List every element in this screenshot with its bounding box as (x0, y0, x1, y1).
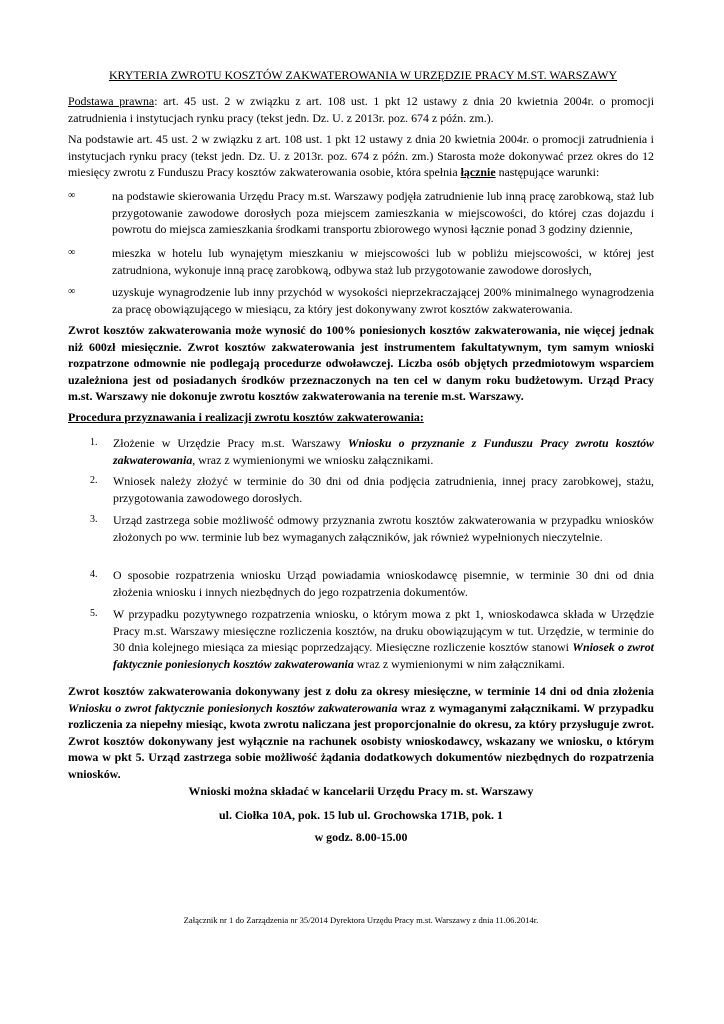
step-text (113, 606, 654, 672)
step-text-part: wraz z wymienionymi w nim załącznikami. (353, 656, 565, 671)
closing-paragraph (68, 683, 654, 783)
infinity-bullet-icon: ∞ (68, 190, 76, 201)
step-text: O sposobie rozpatrzenia wniosku Urząd powiadamia wnioskodawcę pisemnie, w terminie 30 dni od dnia złożenia wniosku i innych niezbędnych do jego rozpatrzenia dokumentów. (113, 568, 654, 599)
condition-text: na podstawie skierowania Urzędu Pracy m.st. Warszawy podjęła zatrudnienie lub inną pracę zarobkową, staż lub przygotowanie zawodowe dorosłych poza miejscem zamieszkania w miejscowości, do której czas dojazdu i powrotu do miejsca zamieszkania środkami transportu zbiorowego wynosi łącznie ponad 3 godziny dziennie, (112, 189, 654, 237)
step-number: 1. (90, 437, 98, 448)
legal-basis-paragraph (68, 93, 654, 126)
step-text-part: , wraz z wymienionymi we wniosku załącznikami. (192, 452, 434, 467)
step-form-name: Wniosku o przyznanie z Funduszu Pracy zwrotu kosztów zakwaterowania (113, 436, 654, 467)
intro-paragraph (68, 131, 654, 181)
closing-text-part: Zwrot kosztów zakwaterowania dokonywany jest z dołu za okresy miesięczne, w terminie 14 dni od dnia złożenia (68, 684, 654, 698)
legal-basis-label: Podstawa prawna (68, 94, 155, 108)
step-text: Wniosek należy złożyć w terminie do 30 dni od dnia podjęcia zatrudnienia, innej pracy zarobkowej, stażu, przygotowania zawodowego dorosłych. (113, 474, 654, 505)
step-text: Urząd zastrzega sobie możliwość odmowy przyznania zwrotu kosztów zakwaterowania w przypadku wniosków złożonych po ww. terminie lub bez wymaganych załączników, jak również wypełnionych nieczytelnie. (113, 513, 654, 544)
legal-basis-text: : art. 45 ust. 2 w związku z art. 108 ust. 1 pkt 12 ustawy z dnia 20 kwietnia 2004r. o promocji zatrudnienia i instytucjach rynku pracy (tekst jedn. Dz. U. z 2013r. poz. 674 z późn. zm.). (68, 94, 655, 125)
reimbursement-limits-paragraph: Zwrot kosztów zakwaterowania może wynosić do 100% poniesionych kosztów zakwaterowania, nie więcej jednak niż 600zł miesięcznie. Zwrot kosztów zakwaterowania jest instrumentem fakultatywnym, tym samym wnioski rozpatrzone odmownie nie podlegają procedurze odwoławczej. Liczba osób objętych przedmiotowym wsparciem uzależniona jest od posiadanych środków przeznaczonych na ten cel w danym roku budżetowym. Urząd Pracy m.st. Warszawy nie dokonuje zwrotu kosztów zakwaterowania na terenie m.st. Warszawy. (68, 323, 654, 404)
closing-text-part: wraz z wymaganymi załącznikami. W przypadku rozliczenia za niepełny miesiąc, kwota zwrotu naliczana jest proporcjonalnie do okresu, za który przysługuje zwrot. Zwrot kosztów dokonywany jest wyłącznie na rachunek osobisty wnioskodawcy, wskazany we wniosku, o którym mowa w pkt 5. Urząd zastrzega sobie możliwość żądania dodatkowych dokumentów niezbędnych do rozpatrzenia wniosków. (68, 700, 654, 781)
infinity-bullet-icon: ∞ (68, 286, 76, 297)
condition-text: uzyskuje wynagrodzenie lub inny przychód w wysokości nieprzekraczającej 200% minimalnego wynagrodzenia za pracę obowiązującego w miesiącu, za który jest dokonywany zwrot kosztów zakwaterowania. (112, 285, 654, 316)
step-number: 4. (90, 569, 98, 580)
procedure-heading: Procedura przyznawania i realizacji zwrotu kosztów zakwaterowania: (68, 410, 424, 424)
step-number: 2. (90, 475, 98, 486)
closing-form-name: Wniosku o zwrot faktycznie poniesionych kosztów zakwaterowania (68, 700, 398, 715)
document-title: KRYTERIA ZWROTU KOSZTÓW ZAKWATEROWANIA W URZĘDZIE PRACY M.ST. WARSZAWY (108, 68, 618, 82)
step-number: 3. (90, 514, 98, 525)
submission-office: Wnioski można składać w kancelarii Urzędu Pracy m. st. Warszawy (188, 784, 534, 798)
step-form-name: Wniosek o zwrot faktycznie poniesionych kosztów zakwaterowania (113, 640, 654, 671)
footer-annex-note: Załącznik nr 1 do Zarządzenia nr 35/2014 Dyrektora Urzędu Pracy m.st. Warszawy z dnia 11.06.2014r. (183, 915, 539, 925)
infinity-bullet-icon: ∞ (68, 247, 76, 258)
step-number: 5. (90, 608, 98, 619)
submission-address: ul. Ciołka 10A, pok. 15 lub ul. Grochowska 171B, pok. 1 (219, 808, 503, 822)
step-text-part: Złożenie w Urzędzie Pracy m.st. Warszawy (113, 436, 348, 450)
step-text (113, 435, 654, 468)
submission-hours: w godz. 8.00-15.00 (314, 830, 408, 844)
intro-text-before: Na podstawie art. 45 ust. 2 w związku z art. 108 ust. 1 pkt 12 ustawy z dnia 20 kwietnia 2004r. o promocji zatrudnienia i instytucjach rynku pracy (tekst jedn. Dz. U. z 2013r. poz. 674 z późn. zm.) Starosta może dokonywać przez okres do 12 miesięcy zwrotu z Funduszu Pracy kosztów zakwaterowania osobie, która spełnia (68, 132, 654, 180)
step-text-part: W przypadku pozytywnego rozpatrzenia wniosku, o którym mowa z pkt 1, wnioskodawca składa w Urzędzie Pracy m.st. Warszawy miesięczne rozliczenia kosztów, na druku obowiązującym w tut. Urzędzie, w terminie do 30 dnia kolejnego miesiąca za miesiąc poprzedzający. Miesięczne rozliczenie kosztów stanowi (113, 607, 654, 655)
condition-text: mieszka w hotelu lub wynajętym mieszkaniu w miejscowości lub w pobliżu miejscowości, w której jest zatrudniona, wykonuje inną pracę zarobkową, odbywa staż lub przygotowanie zawodowe dorosłych, (112, 246, 654, 277)
intro-emphasis: łącznie (460, 165, 496, 180)
intro-text-after: następujące warunki: (495, 165, 600, 180)
